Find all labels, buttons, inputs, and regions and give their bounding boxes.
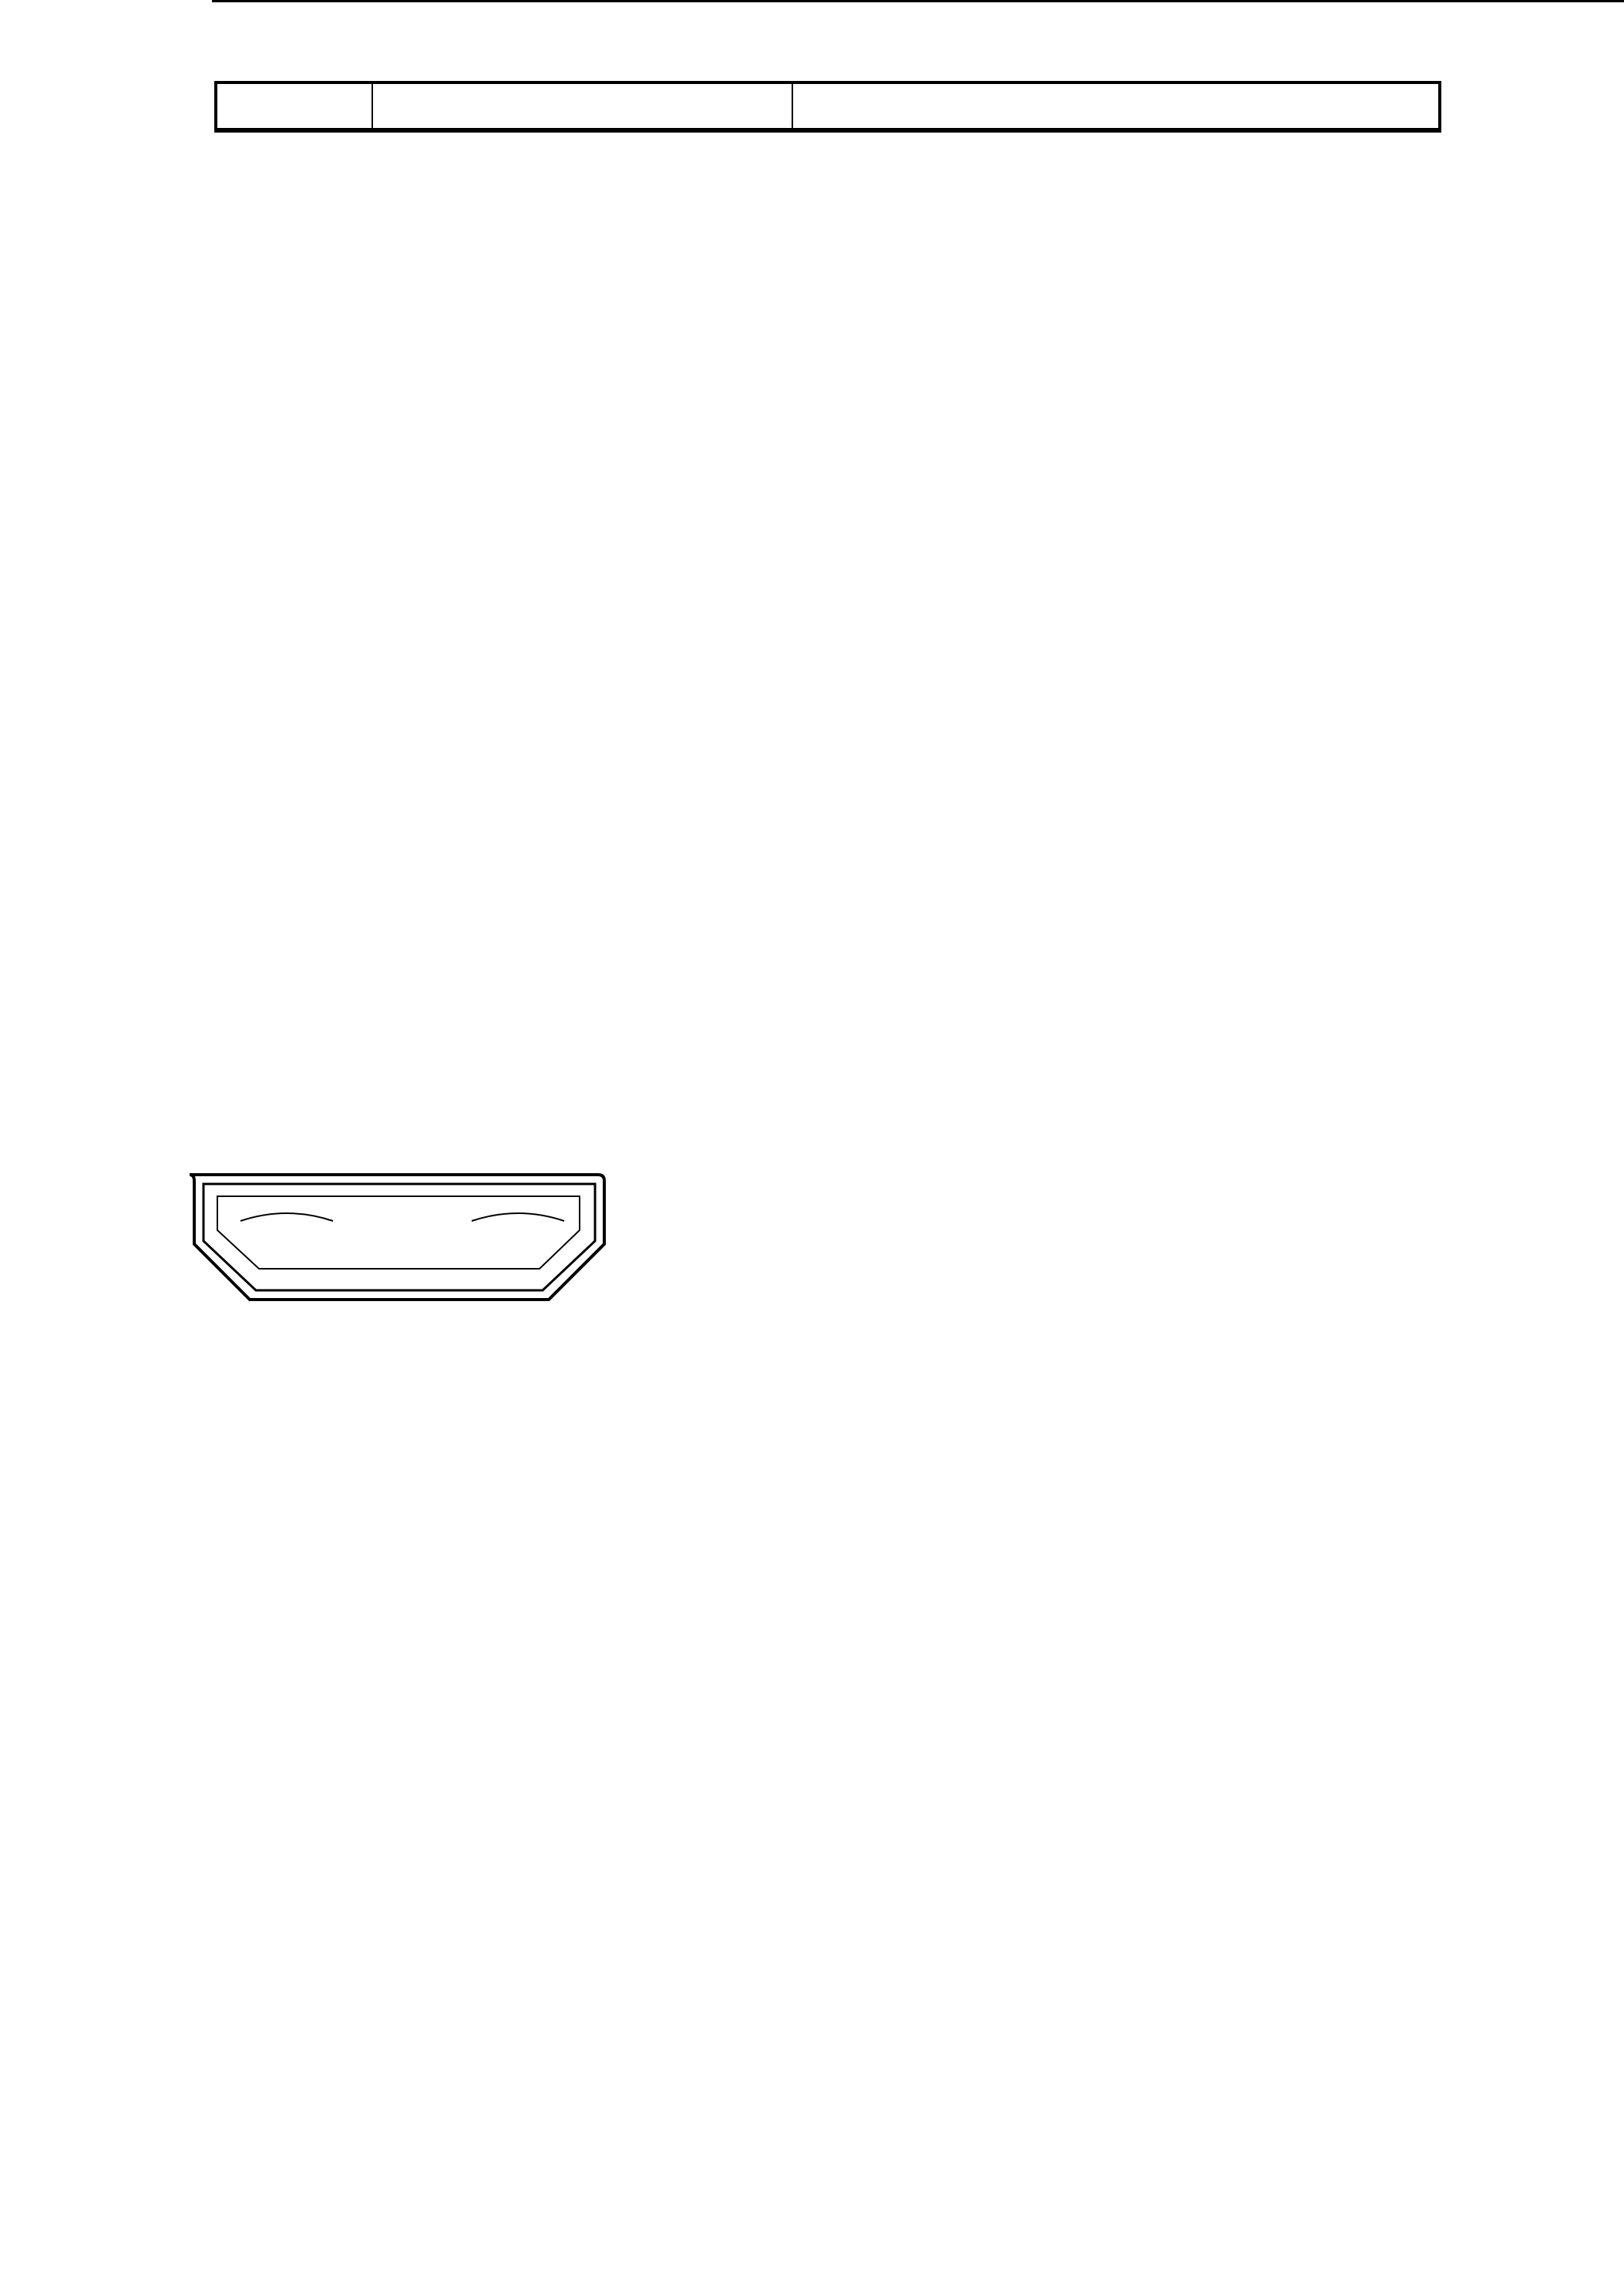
connector-outline-graphic xyxy=(179,1136,618,1338)
header-mnemonic xyxy=(372,82,792,130)
top-rule xyxy=(212,0,1624,2)
header-signal xyxy=(792,82,1440,130)
blank-grid-table xyxy=(185,1350,1406,2268)
connector-diagram xyxy=(179,1136,618,1338)
table-header-row xyxy=(216,82,1440,130)
pin-assignment-table xyxy=(214,81,1441,1031)
header-pin xyxy=(216,82,372,130)
